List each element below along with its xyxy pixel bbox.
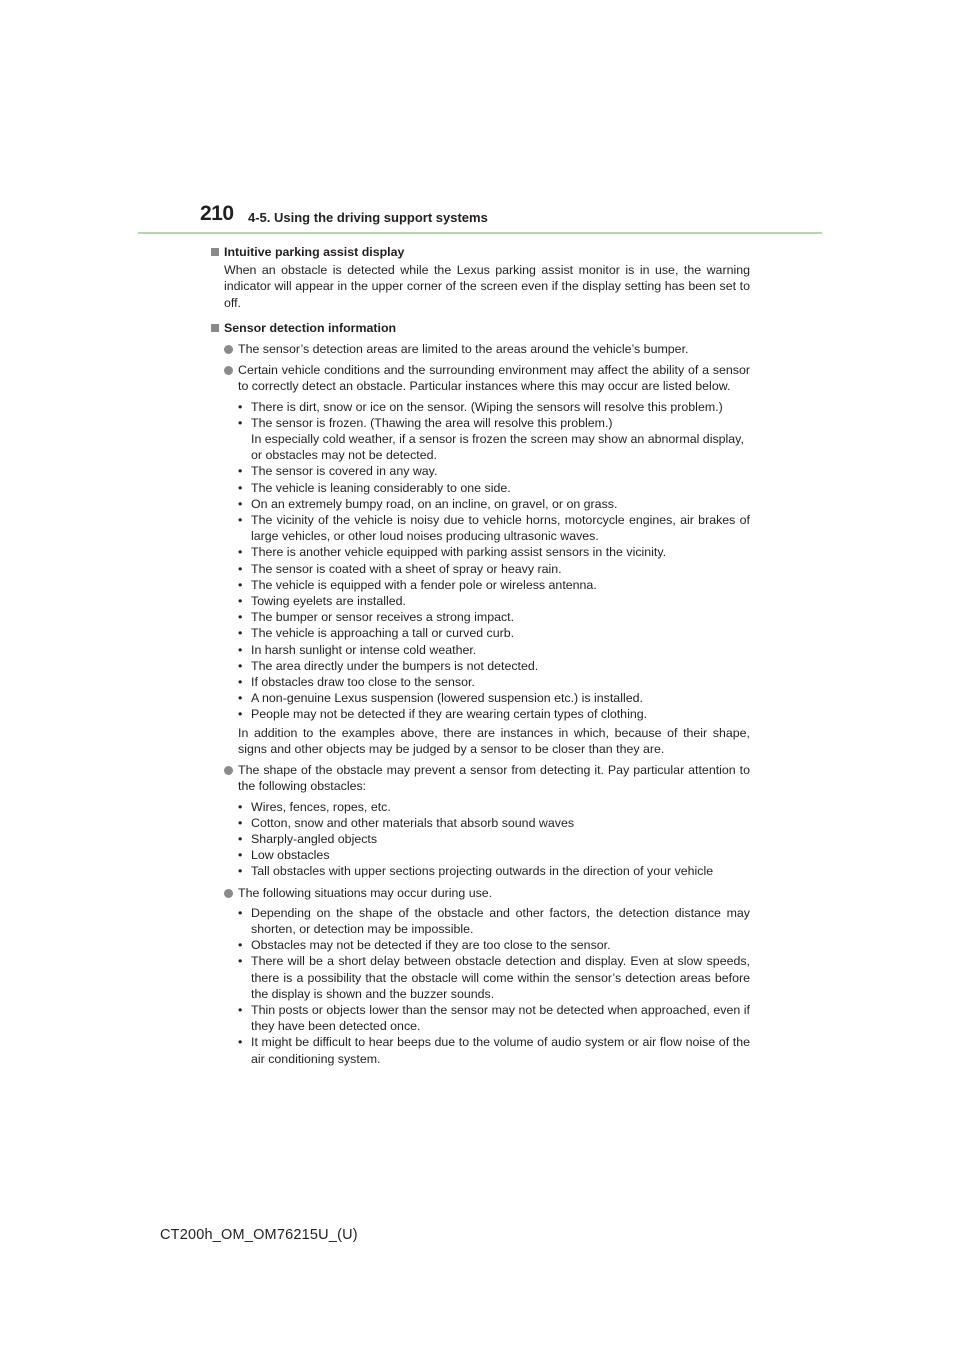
header-divider <box>138 232 822 234</box>
list-item: • Sharply-angled objects <box>238 831 378 846</box>
list-item: • There is dirt, snow or ice on the sensor. (Wiping the sensors will resolve this problem.) <box>238 399 723 414</box>
section-title: 4-5. Using the driving support systems <box>248 210 488 225</box>
sensor-bullet-2: Certain vehicle conditions and the surrounding environment may affect the ability of a sensor to correctly detect an obstacle. Particular instances where this may occur are listed below. <box>210 362 750 394</box>
examples-closing: In addition to the examples above, there are instances in which, because of their shape, signs and other objects may be judged by a sensor to be closer than they are. <box>238 725 750 756</box>
sensor-bullet-1: The sensor’s detection areas are limited to the areas around the vehicle’s bumper. <box>210 341 750 357</box>
list-item: • Cotton, snow and other materials that absorb sound waves <box>238 815 575 830</box>
list-item: • The vicinity of the vehicle is noisy due to vehicle horns, motorcycle engines, air brakes of large vehicles, or other loud noises producing ultrasonic waves. <box>238 513 750 544</box>
list-item: • A non-genuine Lexus suspension (lowered suspension etc.) is installed. <box>238 691 643 706</box>
list-item: • There is another vehicle equipped with parking assist sensors in the vicinity. <box>238 545 667 560</box>
list-item: • The area directly under the bumpers is not detected. <box>238 658 539 673</box>
list-item: • Depending on the shape of the obstacle and other factors, the detection distance may shorten, or detection may be impossible. <box>238 905 750 936</box>
document-code: CT200h_OM_OM76215U_(U) <box>160 1227 358 1243</box>
list-item: • There will be a short delay between obstacle detection and display. Even at slow speeds, there is a possibility that the obstacle will come within the sensor’s detection areas before the display is shown and the buzzer sounds. <box>238 954 750 1001</box>
list-item: • If obstacles draw too close to the sensor. <box>238 675 475 690</box>
list-item: • Low obstacles <box>238 848 330 863</box>
list-item: • Tall obstacles with upper sections projecting outwards in the direction of your vehicle <box>238 864 714 879</box>
circle-bullet-icon <box>224 889 233 898</box>
page-content <box>210 244 750 1067</box>
usage-situations-list <box>210 905 750 1067</box>
obstacle-shapes-list <box>210 799 750 880</box>
sensor-heading: Sensor detection information <box>210 320 750 336</box>
list-item: • Thin posts or objects lower than the sensor may not be detected when approached, even if they have been detected once. <box>238 1002 750 1034</box>
list-item: • Wires, fences, ropes, etc. <box>238 799 391 814</box>
circle-bullet-icon <box>224 766 233 775</box>
list-item: • The bumper or sensor receives a strong impact. <box>238 610 515 625</box>
sensor-bullet-3: The shape of the obstacle may prevent a sensor from detecting it. Pay particular attention to the following obstacles: <box>210 762 750 794</box>
square-bullet-icon <box>211 324 219 332</box>
list-item: • The sensor is frozen. (Thawing the area will resolve this problem.) <box>238 415 613 430</box>
list-item: • The vehicle is approaching a tall or curved curb. <box>238 626 515 641</box>
frozen-note: In especially cold weather, if a sensor is frozen the screen may show an abnormal display, or obstacles may not be detected. <box>251 432 744 463</box>
square-bullet-icon <box>211 248 219 256</box>
list-item: • The sensor is covered in any way. <box>238 464 438 479</box>
list-item: • It might be difficult to hear beeps due to the volume of audio system or air flow noise of the air conditioning system. <box>238 1035 750 1066</box>
page-number: 210 <box>200 202 234 225</box>
list-item: • People may not be detected if they are wearing certain types of clothing. <box>238 707 648 722</box>
list-item: • The sensor is coated with a sheet of spray or heavy rain. <box>238 561 562 576</box>
sensor-bullet-4: The following situations may occur during use. <box>210 885 750 901</box>
circle-bullet-icon <box>224 345 233 354</box>
list-item: • Towing eyelets are installed. <box>238 594 406 609</box>
list-item: • Obstacles may not be detected if they are too close to the sensor. <box>238 938 611 953</box>
list-item: • The vehicle is leaning considerably to one side. <box>238 480 511 495</box>
circle-bullet-icon <box>224 366 233 375</box>
intuitive-heading: Intuitive parking assist display <box>210 244 750 260</box>
list-item: • In harsh sunlight or intense cold weather. <box>238 642 477 657</box>
sensor-conditions-list <box>210 399 750 723</box>
list-item: • On an extremely bumpy road, on an incline, on gravel, or on grass. <box>238 496 618 511</box>
intuitive-text: When an obstacle is detected while the Lexus parking assist monitor is in use, the warning indicator will appear in the upper corner of the screen even if the display setting has been set to off. <box>224 263 750 310</box>
list-item: • The vehicle is equipped with a fender pole or wireless antenna. <box>238 577 597 592</box>
